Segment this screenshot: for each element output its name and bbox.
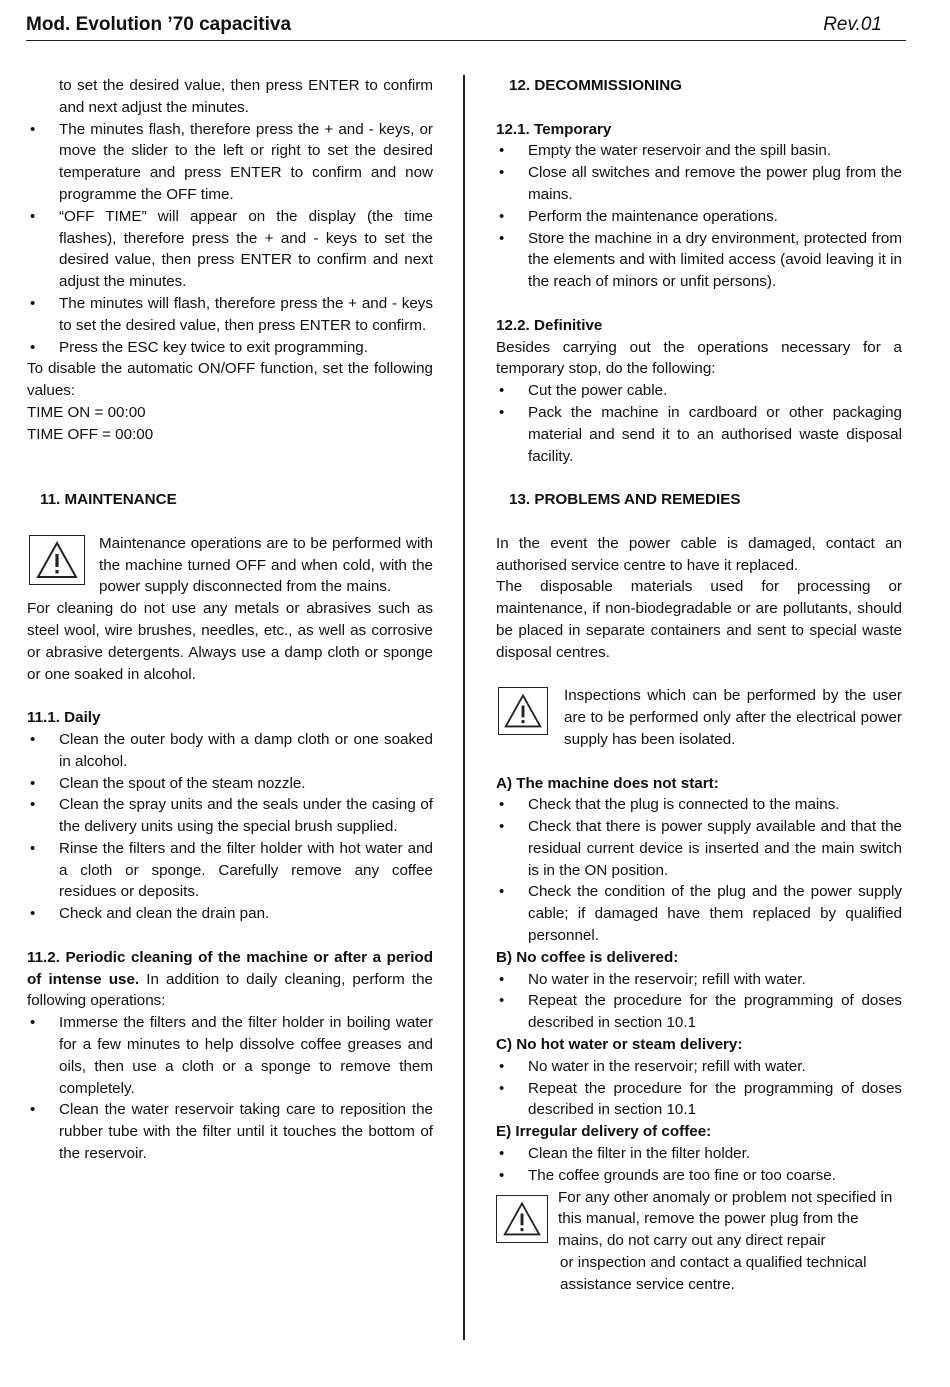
time-on-value: TIME ON = 00:00 bbox=[27, 403, 146, 421]
problem-a-title: A) The machine does not start: bbox=[496, 774, 719, 792]
list-item: • Rinse the filters and the filter holder with hot water and a cloth or sponge. Carefully remove any coffee residues or deposits. bbox=[27, 838, 433, 903]
list-item: • Check that there is power supply available and that the residual current device is inserted and the main switch is in the ON position. bbox=[496, 816, 902, 881]
section-title-maintenance: 11. MAINTENANCE bbox=[40, 491, 177, 509]
periodic-list bbox=[27, 1012, 433, 1165]
list-item: • Cut the power cable. bbox=[496, 380, 902, 402]
column-divider bbox=[463, 75, 465, 1340]
list-item: • Repeat the procedure for the programming of doses described in section 10.1 bbox=[496, 1078, 902, 1122]
list-item: • Close all switches and remove the power plug from the mains. bbox=[496, 162, 902, 206]
section-title-periodic: 11.2. Periodic cleaning of the machine or after a period of intense use. bbox=[27, 948, 433, 988]
problem-e-list bbox=[496, 1143, 902, 1187]
list-item: • Check and clean the drain pan. bbox=[27, 903, 433, 925]
maintenance-warning-text: Maintenance operations are to be performed with the machine turned OFF and when cold, with the power supply disconnected from the mains. bbox=[99, 534, 433, 596]
list-item: • Perform the maintenance operations. bbox=[496, 206, 902, 228]
inspection-warning-block bbox=[496, 685, 902, 750]
maintenance-warning-block bbox=[27, 533, 433, 598]
left-column bbox=[27, 75, 433, 1165]
disposal-text: The disposable materials used for processing or maintenance, if non-biodegradable or are pollutants, should be placed in separate containers and sent to special waste disposal centres. bbox=[496, 578, 902, 661]
list-item: • Empty the water reservoir and the spill basin. bbox=[496, 140, 902, 162]
time-off-value: TIME OFF = 00:00 bbox=[27, 425, 154, 443]
list-item: • Store the machine in a dry environment, protected from the elements and with limited access (avoid leaving it in the reach of minors or unfit persons). bbox=[496, 228, 902, 293]
list-item: • Check that the plug is connected to the mains. bbox=[496, 794, 902, 816]
problem-e-title: E) Irregular delivery of coffee: bbox=[496, 1123, 712, 1141]
right-column bbox=[496, 75, 902, 1296]
section-title-definitive: 12.2. Definitive bbox=[496, 316, 603, 334]
disable-text: To disable the automatic ON/OFF function, set the following values: bbox=[27, 360, 433, 400]
periodic-paragraph bbox=[27, 947, 433, 1012]
warning-triangle-icon bbox=[29, 535, 85, 585]
list-item: • No water in the reservoir; refill with water. bbox=[496, 1056, 902, 1078]
list-item: • Check the condition of the plug and the power supply cable; if damaged have them replaced by qualified personnel. bbox=[496, 881, 902, 946]
list-item: • The minutes will flash, therefore press the + and - keys to set the desired value, then press ENTER to confirm. bbox=[27, 293, 433, 337]
list-item: • Clean the spout of the steam nozzle. bbox=[27, 773, 433, 795]
daily-list bbox=[27, 729, 433, 925]
section-title-temporary: 12.1. Temporary bbox=[496, 120, 612, 138]
periodic-text: In addition to daily cleaning, perform the following operations: bbox=[27, 970, 433, 1010]
temporary-list bbox=[496, 140, 902, 293]
list-item: • Clean the spray units and the seals under the casing of the delivery units using the special brush supplied. bbox=[27, 794, 433, 838]
final-warning-text: For any other anomaly or problem not specified in this manual, remove the power plug from the mains, do not carry out any direct repair bbox=[558, 1188, 893, 1250]
section-title-problems: 13. PROBLEMS AND REMEDIES bbox=[509, 491, 741, 509]
definitive-list bbox=[496, 380, 902, 467]
list-item: • Clean the filter in the filter holder. bbox=[496, 1143, 902, 1165]
list-item: • Repeat the procedure for the programming of doses described in section 10.1 bbox=[496, 990, 902, 1034]
programming-list bbox=[27, 119, 433, 359]
problem-b-title: B) No coffee is delivered: bbox=[496, 948, 679, 966]
section-title-daily: 11.1. Daily bbox=[27, 709, 101, 727]
problems-text: In the event the power cable is damaged, contact an authorised service centre to have it replaced. bbox=[496, 534, 902, 574]
list-item: • Press the ESC key twice to exit programming. bbox=[27, 337, 433, 359]
list-item: • Immerse the filters and the filter holder in boiling water for a few minutes to help dissolve coffee greases and oils, then use a cloth or a sponge to remove them completely. bbox=[27, 1012, 433, 1099]
definitive-text: Besides carrying out the operations necessary for a temporary stop, do the following: bbox=[496, 338, 902, 378]
problem-c-title: C) No hot water or steam delivery: bbox=[496, 1036, 743, 1054]
list-item: • The coffee grounds are too fine or too coarse. bbox=[496, 1165, 902, 1187]
final-warning-block bbox=[496, 1187, 902, 1296]
list-item: • Clean the outer body with a damp cloth or one soaked in alcohol. bbox=[27, 729, 433, 773]
section-title-decommissioning: 12. DECOMMISSIONING bbox=[509, 77, 682, 94]
continued-text: to set the desired value, then press ENTER to confirm and next adjust the minutes. bbox=[59, 77, 433, 116]
list-item: • Clean the water reservoir taking care to reposition the rubber tube with the filter until it touches the bottom of the reservoir. bbox=[27, 1099, 433, 1164]
revision-label: Rev.01 bbox=[823, 14, 882, 36]
list-item: • “OFF TIME” will appear on the display (the time flashes), therefore press the + and - keys to set the desired value, then press ENTER to confirm and next adjust the minutes. bbox=[27, 206, 433, 293]
list-item: • Pack the machine in cardboard or other packaging material and send it to an authorised waste disposal facility. bbox=[496, 402, 902, 467]
inspection-warning-text: Inspections which can be performed by the user are to be performed only after the electrical power supply has been isolated. bbox=[564, 687, 902, 748]
document-title: Mod. Evolution ’70 capacitiva bbox=[26, 14, 292, 36]
warning-triangle-icon bbox=[496, 1195, 548, 1243]
problem-c-list bbox=[496, 1056, 902, 1121]
cleaning-text: For cleaning do not use any metals or abrasives such as steel wool, wire brushes, needles, etc., as well as corrosive or abrasive detergents. Always use a damp cloth or sponge or one soaked in alcohol. bbox=[27, 600, 433, 683]
warning-triangle-icon bbox=[498, 687, 548, 735]
final-warning-continuation: or inspection and contact a qualified technical assistance service centre. bbox=[560, 1254, 867, 1293]
list-item: • The minutes flash, therefore press the + and - keys, or move the slider to the left or right to set the desired temperature and press ENTER to confirm and now programme the OFF time. bbox=[27, 119, 433, 206]
list-item: • No water in the reservoir; refill with water. bbox=[496, 969, 902, 991]
page-header bbox=[26, 10, 906, 41]
problem-a-list bbox=[496, 794, 902, 947]
problem-b-list bbox=[496, 969, 902, 1034]
